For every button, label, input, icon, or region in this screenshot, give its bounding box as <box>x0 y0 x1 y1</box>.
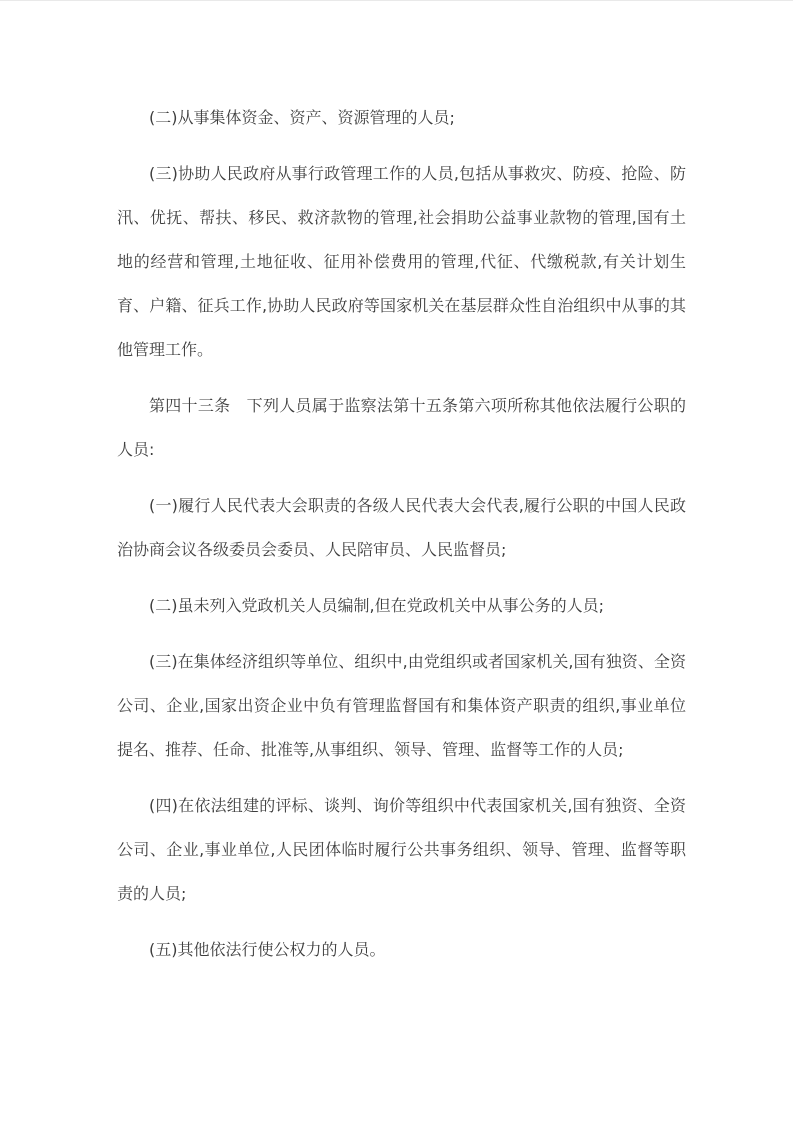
legal-text-body <box>117 96 686 972</box>
clause-item-2: (二)从事集体资金、资产、资源管理的人员; <box>149 108 455 127</box>
article-43-clause-5: (五)其他依法行使公权力的人员。 <box>149 940 386 959</box>
article-43-lead: 第四十三条 下列人员属于监察法第十五条第六项所称其他依法履行公职的人员: <box>117 396 686 459</box>
article-43-clause-2: (二)虽未列入党政机关人员编制,但在党政机关中从事公务的人员; <box>149 596 604 615</box>
clause-item-3: (三)协助人民政府从事行政管理工作的人员,包括从事救灾、防疫、抢险、防汛、优抚、帮扶、移民、救济款物的管理,社会捐助公益事业款物的管理,国有土地的经营和管理,土地征收、征用补偿费用的管理,代征、代缴税款,有关计划生育、户籍、征兵工作,协助人民政府等国家机关在基层群众性自治组织中从事的其他管理工作。 <box>117 164 686 359</box>
article-43-clause-1: (一)履行人民代表大会职责的各级人民代表大会代表,履行公职的中国人民政治协商会议各级委员会委员、人民陪审员、人民监督员; <box>117 496 686 559</box>
article-43-clause-4: (四)在依法组建的评标、谈判、询价等组织中代表国家机关,国有独资、全资公司、企业,事业单位,人民团体临时履行公共事务组织、领导、管理、监督等职责的人员; <box>117 796 686 903</box>
article-43-clause-3: (三)在集体经济组织等单位、组织中,由党组织或者国家机关,国有独资、全资公司、企业,国家出资企业中负有管理监督国有和集体资产职责的组织,事业单位提名、推荐、任命、批准等,从事组织、领导、管理、监督等工作的人员; <box>117 652 686 759</box>
